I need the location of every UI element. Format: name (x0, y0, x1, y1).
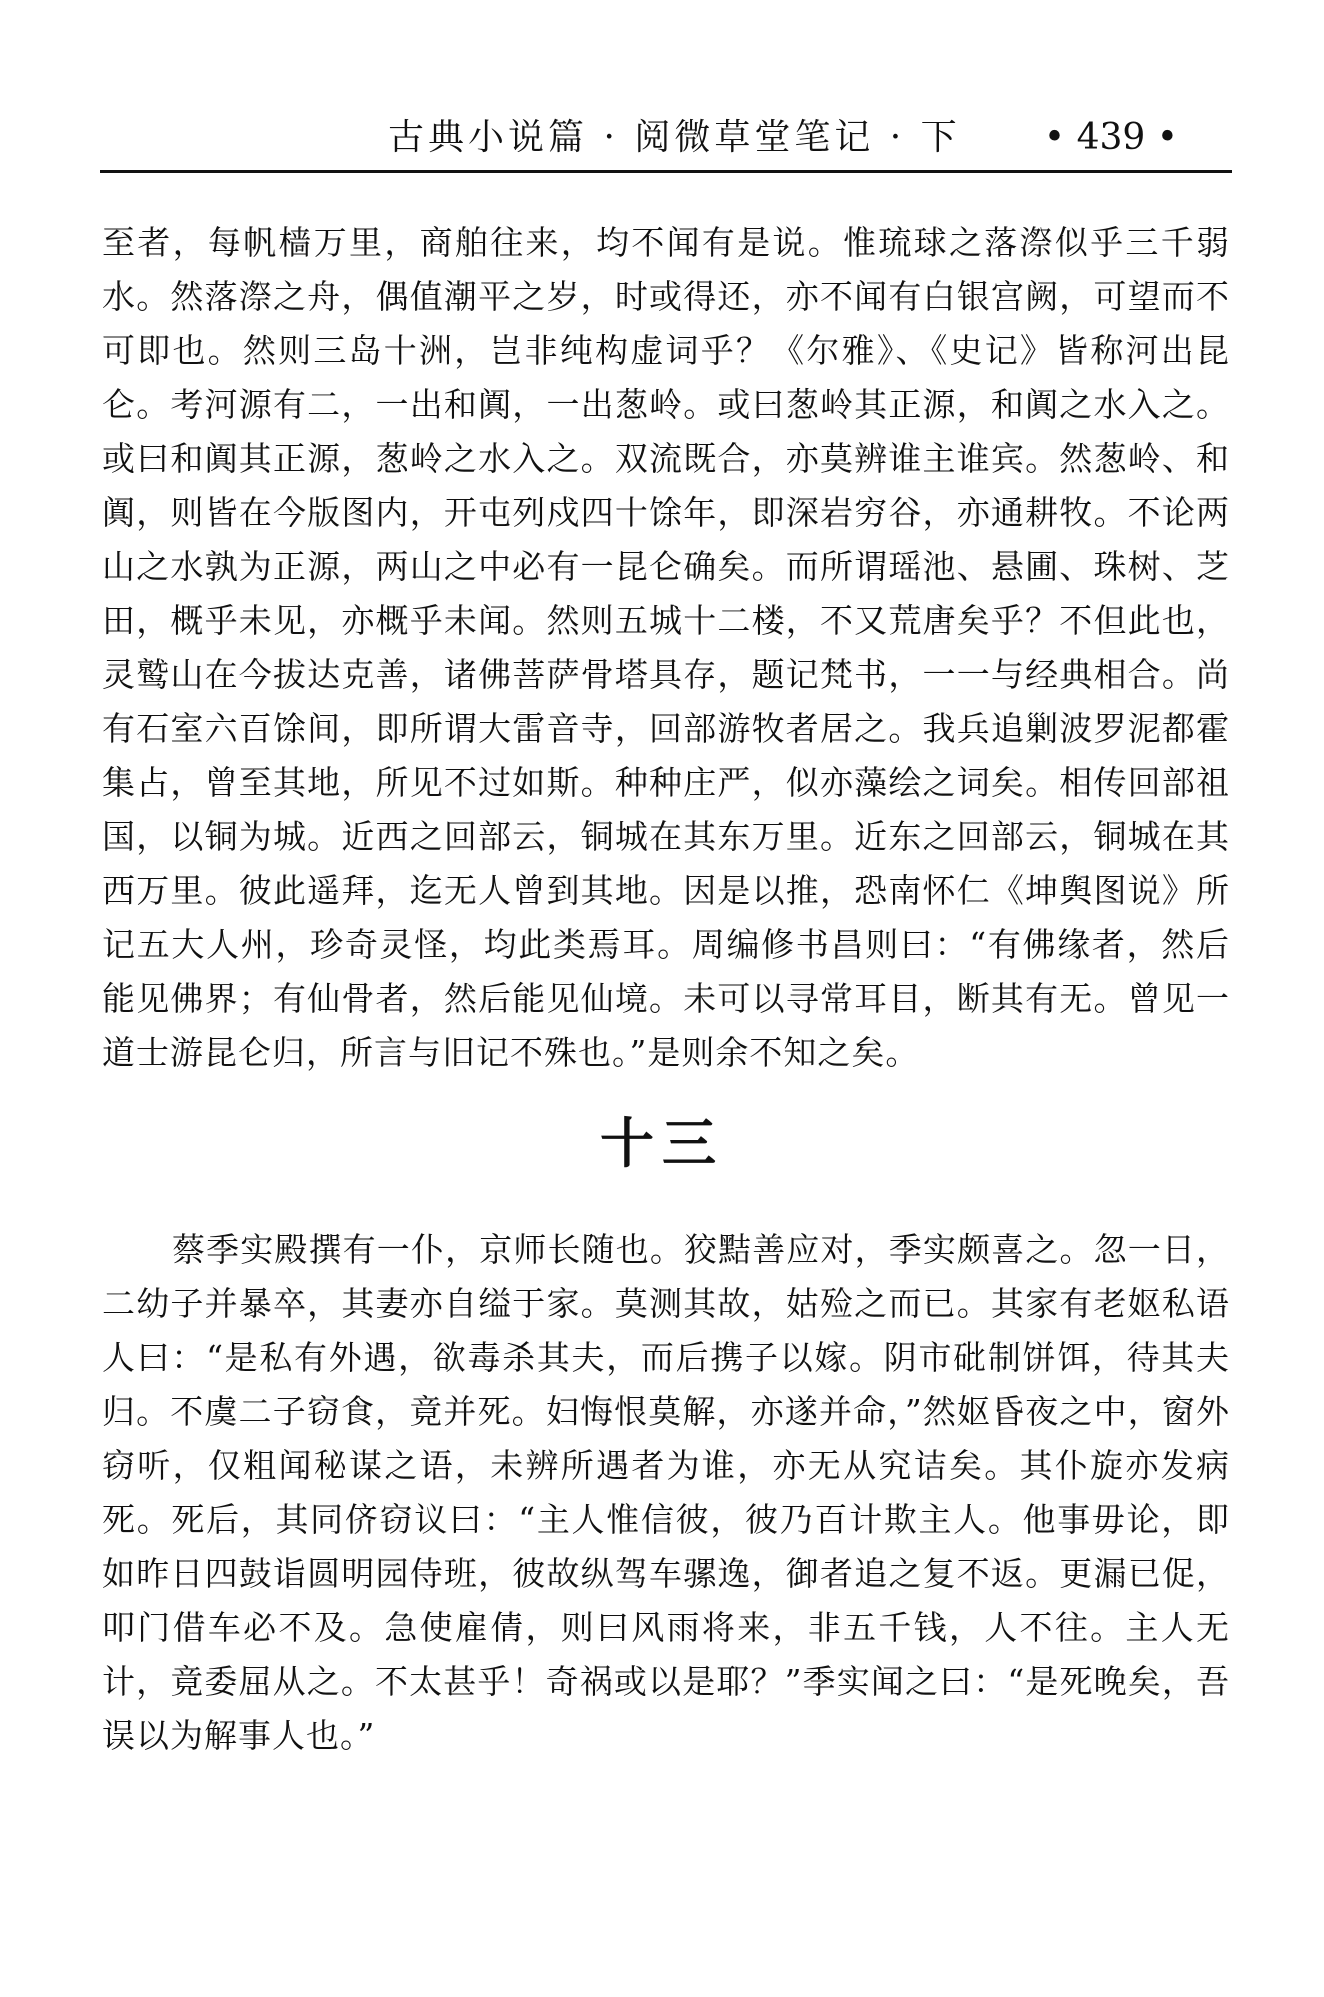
page-number: • 439 • (1043, 117, 1178, 158)
section-heading: 十三 (600, 1112, 724, 1175)
paragraph-continued: 至者，每帆樯万里，商舶往来，均不闻有是说。惟琉球之落漈似乎三千弱水。然落漈之舟，偶值潮平之岁，时或得还，亦不闻有白银宫阙，可望而不可即也。然则三岛十洲，岂非纯构虚词乎？《尔雅》、《史记》皆称河出昆仑。考河源有二，一出和阗，一出葱岭。或曰葱岭其正源，和阗之水入之。或曰和阗其正源，葱岭之水入之。双流既合，亦莫辨谁主谁宾。然葱岭、和阗，则皆在今版图内，开屯列戍四十馀年，即深岩穷谷，亦通耕牧。不论两山之水孰为正源，两山之中必有一昆仑确矣。而所谓瑶池、悬圃、珠树、芝田，概乎未见，亦概乎未闻。然则五城十二楼，不又荒唐矣乎？不但此也，灵鹫山在今拔达克善，诸佛菩萨骨塔具存，题记梵书，一一与经典相合。尚有石室六百馀间，即所谓大雷音寺，回部游牧者居之。我兵追剿波罗泥都霍集占，曾至其地，所见不过如斯。种种庄严，似亦藻绘之词矣。相传回部祖国，以铜为城。近西之回部云，铜城在其东万里。近东之回部云，铜城在其西万里。彼此遥拜，迄无人曾到其地。因是以推，恐南怀仁《坤舆图说》所记五大人州，珍奇灵怪，均此类焉耳。周编修书昌则曰：“有佛缘者，然后能见佛界；有仙骨者，然后能见仙境。未可以寻常耳目，断其有无。曾见一道士游昆仑归，所言与旧记不殊也。”是则余不知之矣。 (102, 223, 1230, 1072)
paragraph-section-13: 蔡季实殿撰有一仆，京师长随也。狡黠善应对，季实颇喜之。忽一日，二幼子并暴卒，其妻亦自缢于家。莫测其故，姑殓之而已。其家有老妪私语人曰：“是私有外遇，欲毒杀其夫，而后携子以嫁。阴市砒制饼饵，待其夫归。不虞二子窃食，竟并死。妇悔恨莫解，亦遂并命，”然妪昏夜之中，窗外窃听，仅粗闻秘谋之语，未辨所遇者为谁，亦无从究诘矣。其仆旋亦发病死。死后，其同侪窃议曰：“主人惟信彼，彼乃百计欺主人。他事毋论，即如昨日四鼓诣圆明园侍班，彼故纵驾车骡逸，御者追之复不返。更漏已促，叩门借车必不及。急使雇倩，则曰风雨将来，非五千钱，人不往。主人无计，竟委屈从之。不太甚乎！奇祸或以是耶？”季实闻之曰：“是死晚矣，吾误以为解事人也。” (102, 1230, 1230, 1755)
page-header (100, 108, 1230, 168)
running-title: 古典小说篇 · 阅微草堂笔记 · 下 (388, 117, 961, 158)
header-rule (100, 170, 1232, 173)
